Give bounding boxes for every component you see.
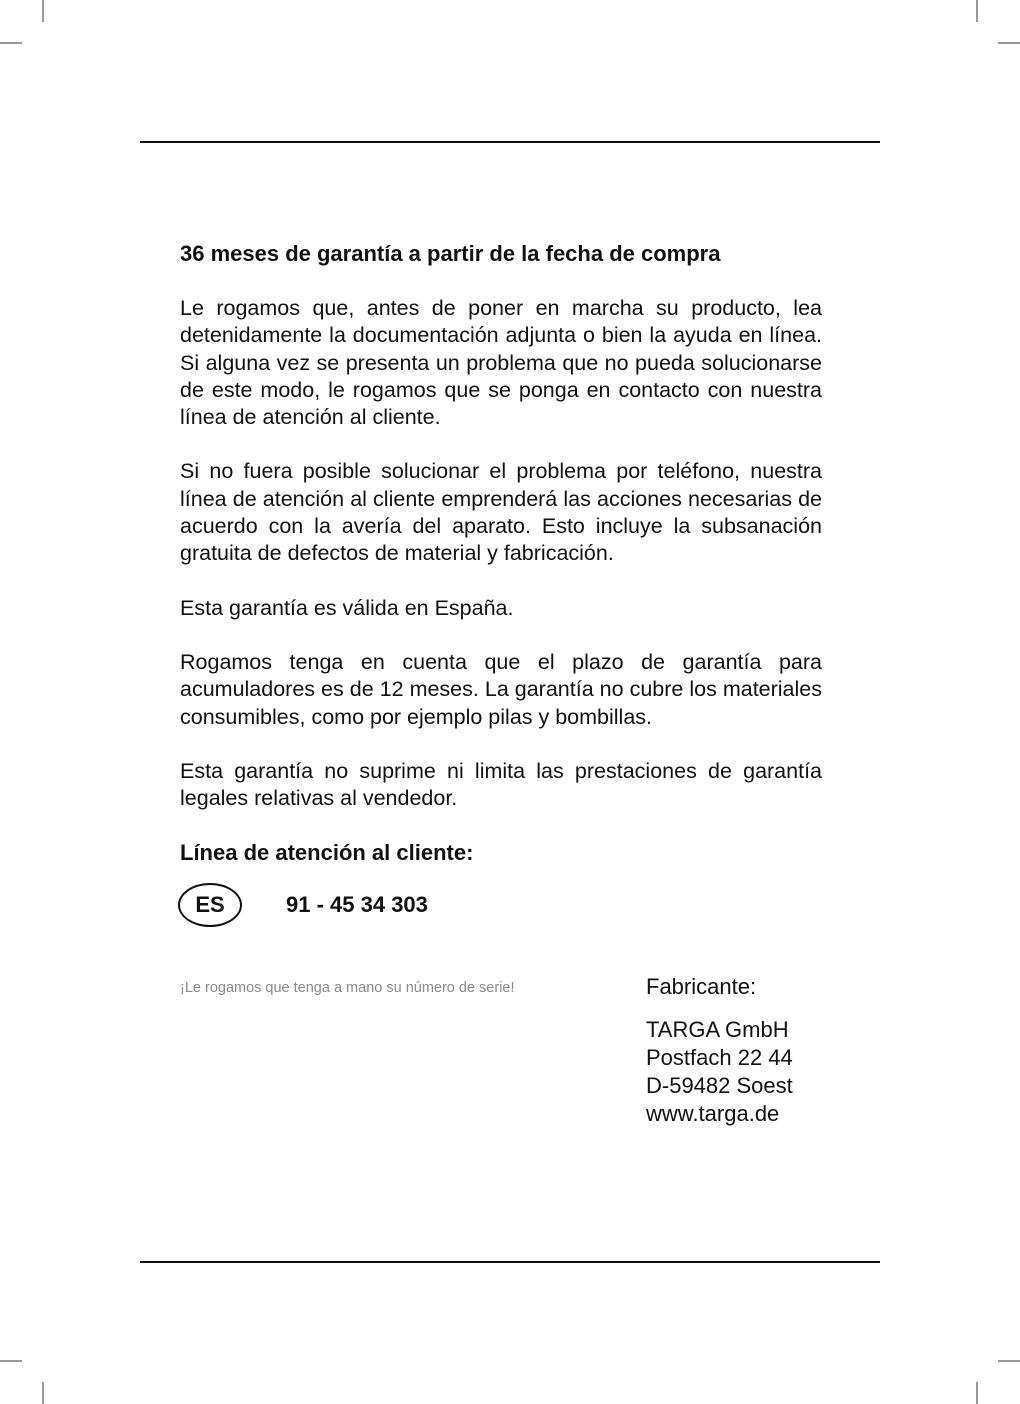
- crop-mark-bottom-right-horizontal: [998, 1360, 1020, 1362]
- warranty-heading: 36 meses de garantía a partir de la fecha de compra: [180, 241, 721, 266]
- warranty-paragraph-1: Le rogamos que, antes de poner en marcha su producto, lea detenidamente la documentación adjunta o bien la ayuda en línea. Si alguna vez se presenta un problema que no pueda solucionarse de este modo, le rogamos que se ponga en contacto con nuestra línea de atención al cliente.: [180, 296, 822, 430]
- crop-mark-top-right-horizontal: [998, 42, 1020, 44]
- warranty-paragraph-2: Si no fuera posible solucionar el problema por teléfono, nuestra línea de atención al cliente emprenderá las acciones necesarias de acuerdo con la avería del aparato. Esto incluye la subsanación gratuita de defectos de material y fabricación.: [180, 459, 822, 566]
- manufacturer-block: [646, 973, 793, 1128]
- manufacturer-postbox: Postfach 22 44: [646, 1045, 793, 1070]
- hotline-title: Línea de atención al cliente:: [180, 840, 474, 866]
- crop-mark-top-right-vertical: [976, 0, 978, 22]
- serial-number-note: ¡Le rogamos que tenga a mano su número de serie!: [180, 980, 515, 996]
- crop-mark-bottom-right-vertical: [976, 1382, 978, 1404]
- warranty-paragraph-3: Esta garantía es válida en España.: [180, 595, 514, 620]
- crop-mark-top-left-horizontal: [0, 42, 22, 44]
- country-code-badge: ES: [178, 883, 242, 927]
- manufacturer-company: TARGA GmbH: [646, 1017, 789, 1042]
- footer-rule: [140, 1261, 880, 1263]
- crop-mark-top-left-vertical: [42, 0, 44, 22]
- manufacturer-website: www.targa.de: [646, 1101, 780, 1126]
- crop-mark-bottom-left-vertical: [42, 1382, 44, 1404]
- warranty-paragraph-4: Rogamos tenga en cuenta que el plazo de garantía para acumuladores es de 12 meses. La garantía no cubre los materiales consumibles, como por ejemplo pilas y bombillas.: [180, 649, 822, 729]
- hotline-row: [180, 883, 822, 931]
- warranty-content: [180, 240, 822, 931]
- manufacturer-label: Fabricante:: [646, 974, 757, 999]
- manufacturer-city: D-59482 Soest: [646, 1073, 793, 1098]
- hotline-phone-number: 91 - 45 34 303: [286, 892, 428, 918]
- crop-mark-bottom-left-horizontal: [0, 1360, 22, 1362]
- header-rule: [140, 141, 880, 143]
- warranty-paragraph-5: Esta garantía no suprime ni limita las prestaciones de garantía legales relativas al vendedor.: [180, 758, 822, 811]
